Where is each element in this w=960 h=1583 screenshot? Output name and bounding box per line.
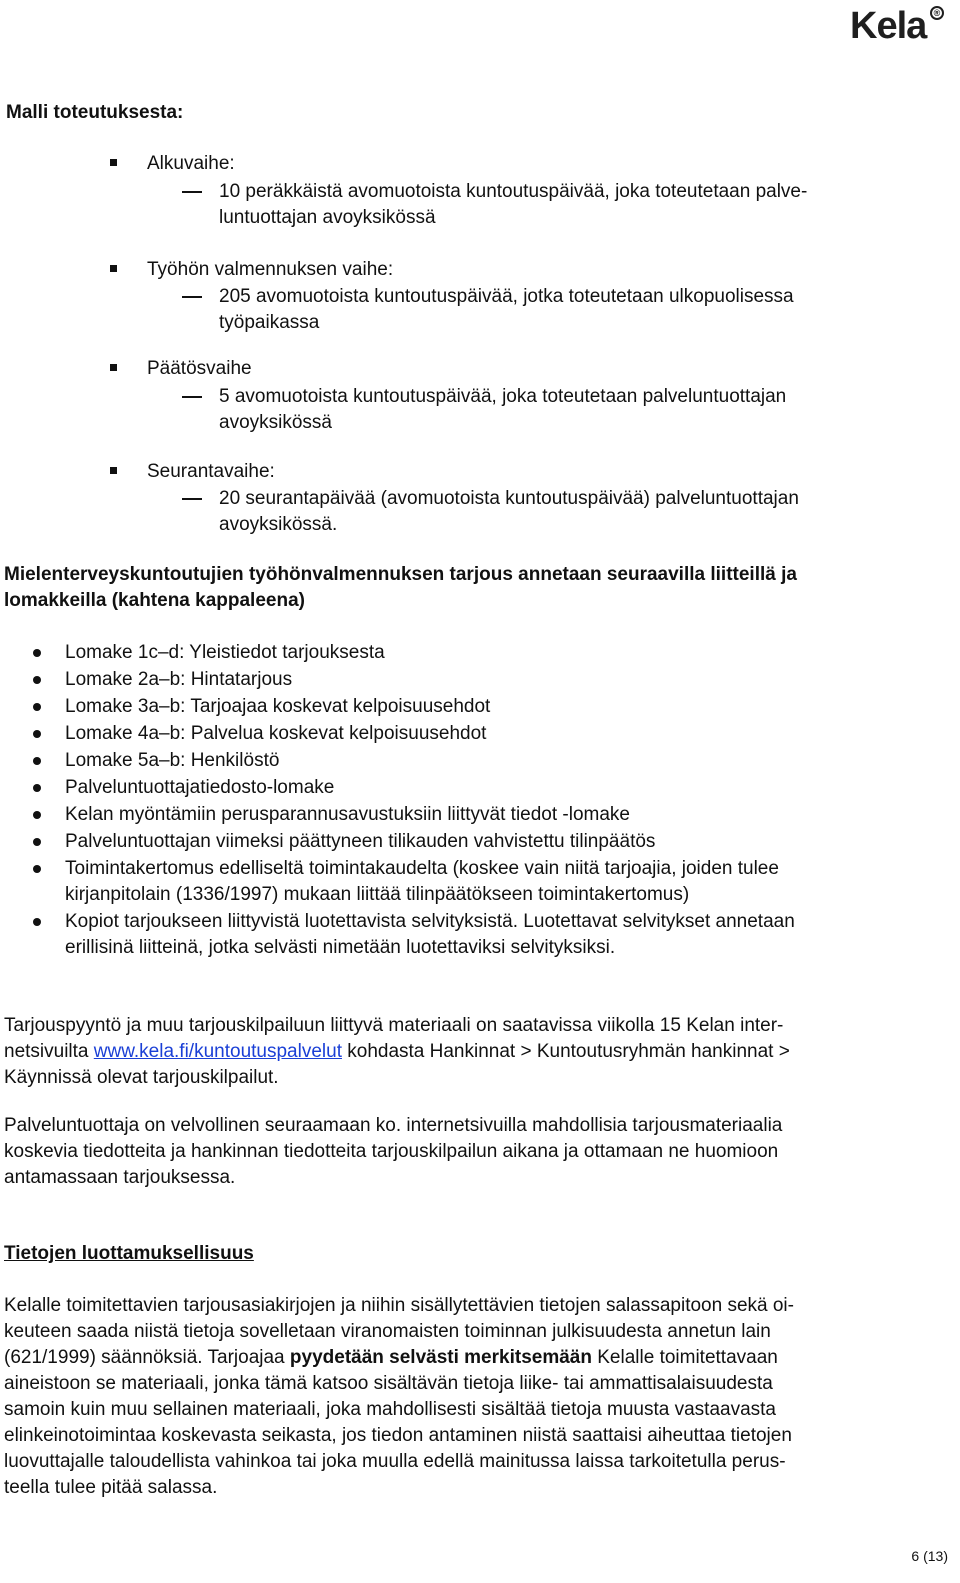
bullet-icon [33,649,41,657]
list-item-cont: kirjanpitolain (1336/1997) mukaan liittää tilinpäätökseen toimintakertomus) [65,884,690,905]
paragraph-line: Kelalle toimitettavien tarjousasiakirjojen ja niihin sisällytettävien tietojen salassapitoon sekä oi- [4,1295,794,1316]
dash-icon [182,296,202,298]
list-item: Kopiot tarjoukseen liittyvistä luotettavista selvityksistä. Luotettavat selvitykset annetaan [65,911,795,932]
list-item-cont: erillisinä liitteinä, jotka selvästi nimetään luotettaviksi selvityksiksi. [65,937,616,958]
bullet-icon [33,784,41,792]
paragraph-line: elinkeinotoimintaa koskevasta seikasta, jos tiedon antaminen niistä saattaisi aiheuttaa tietojen [4,1425,792,1446]
list-item: Palveluntuottajatiedosto-lomake [65,777,335,798]
bullet-icon [33,676,41,684]
section-title-confidentiality: Tietojen luottamuksellisuus [4,1243,254,1264]
square-bullet-icon [110,265,117,272]
list-item: Palveluntuottajan viimeksi päättyneen tilikauden vahvistettu tilinpäätös [65,831,656,852]
phase-desc-line: avoyksikössä [219,412,332,433]
phase-name: Alkuvaihe: [147,153,235,174]
square-bullet-icon [110,364,117,371]
phase-desc-line: 5 avomuotoista kuntoutuspäivää, joka toteutetaan palveluntuottajan [219,386,787,407]
list-item: Kelan myöntämiin perusparannusavustuksiin liittyvät tiedot -lomake [65,804,630,825]
list-item: Lomake 1c–d: Yleistiedot tarjouksesta [65,642,385,663]
dash-icon [182,498,202,500]
logo-text: Kela [850,5,927,47]
bullet-icon [33,838,41,846]
paragraph-line: teella tulee pitää salassa. [4,1477,218,1498]
text-span: (621/1999) säännöksiä. Tarjoajaa [4,1347,290,1368]
paragraph-line: koskevia tiedotteita ja hankinnan tiedotteita tarjouskilpailun aikana ja ottamaan ne huomioon [4,1141,779,1162]
list-item: Lomake 5a–b: Henkilöstö [65,750,280,771]
text-span: Kelalle toimitettavaan [591,1347,778,1368]
phase-desc-line: 10 peräkkäistä avomuotoista kuntoutuspäivää, joka toteutetaan palve- [219,181,808,202]
bullet-icon [33,811,41,819]
text-span: kohdasta Hankinnat > Kuntoutusryhmän hankinnat > [341,1041,790,1062]
dash-icon [182,396,202,398]
section-title-implementation: Malli toteutuksesta: [6,102,184,123]
bullet-icon [33,757,41,765]
paragraph-line: Tarjouspyyntö ja muu tarjouskilpailuun liittyvä materiaali on saatavissa viikolla 15 Kelan inter- [4,1015,784,1036]
bullet-icon [33,865,41,873]
paragraph-line: keuteen saada niistä tietoja sovelletaan viranomaisten toiminnan julkisuudesta annetun lain [4,1321,771,1342]
phase-name: Päätösvaihe [147,358,252,379]
bullet-icon [33,703,41,711]
square-bullet-icon [110,467,117,474]
paragraph-line: Palveluntuottaja on velvollinen seuraamaan ko. internetsivuilla mahdollisia tarjousmateriaalia [4,1115,783,1136]
list-item: Lomake 3a–b: Tarjoajaa koskevat kelpoisuusehdot [65,696,491,717]
phase-desc-line: työpaikassa [219,312,320,333]
dash-icon [182,191,202,193]
square-bullet-icon [110,159,117,166]
emphasis-text: pyydetään selvästi merkitsemään [289,1347,592,1368]
paragraph-line: Käynnissä olevat tarjouskilpailut. [4,1067,279,1088]
section-title-attachments-cont: lomakkeilla (kahtena kappaleena) [4,590,305,611]
phase-desc-line: 20 seurantapäivää (avomuotoista kuntoutuspäivää) palveluntuottajan [219,488,799,509]
paragraph-line [4,1039,790,1065]
text-span: netsivuilta [4,1041,94,1062]
paragraph-line: antamassaan tarjouksessa. [4,1167,236,1188]
paragraph-line: samoin kuin muu sellainen materiaali, joka mahdollisesti sisältää tietoja muusta vastaavasta [4,1399,776,1420]
list-item: Lomake 2a–b: Hintatarjous [65,669,293,690]
registered-mark-icon: ® [930,6,944,20]
phase-name: Seurantavaihe: [147,461,275,482]
bullet-icon [33,918,41,926]
kela-services-link[interactable]: www.kela.fi/kuntoutuspalvelut [93,1041,342,1062]
list-item: Lomake 4a–b: Palvelua koskevat kelpoisuusehdot [65,723,487,744]
paragraph-line [4,1345,778,1371]
paragraph-line: aineistoon se materiaali, jonka tämä katsoo sisältävän tietoja liike- tai ammattisalaisuudesta [4,1373,773,1394]
phase-desc-line: avoyksikössä. [219,514,338,535]
kela-logo [850,4,950,48]
bullet-icon [33,730,41,738]
phase-name: Työhön valmennuksen vaihe: [147,259,394,280]
phase-desc-line: 205 avomuotoista kuntoutuspäivää, jotka toteutetaan ulkopuolisessa [219,286,794,307]
phase-desc-line: luntuottajan avoyksikössä [219,207,436,228]
list-item: Toimintakertomus edelliseltä toimintakaudelta (koskee vain niitä tarjoajia, joiden tulee [65,858,779,879]
page-number: 6 (13) [911,1548,948,1564]
section-title-attachments: Mielenterveyskuntoutujien työhönvalmennuksen tarjous annetaan seuraavilla liitteillä ja [4,564,797,585]
paragraph-line: luovuttajalle taloudellista vahinkoa tai joka muulla edellä mainitussa laissa tarkoitetulla perus- [4,1451,786,1472]
